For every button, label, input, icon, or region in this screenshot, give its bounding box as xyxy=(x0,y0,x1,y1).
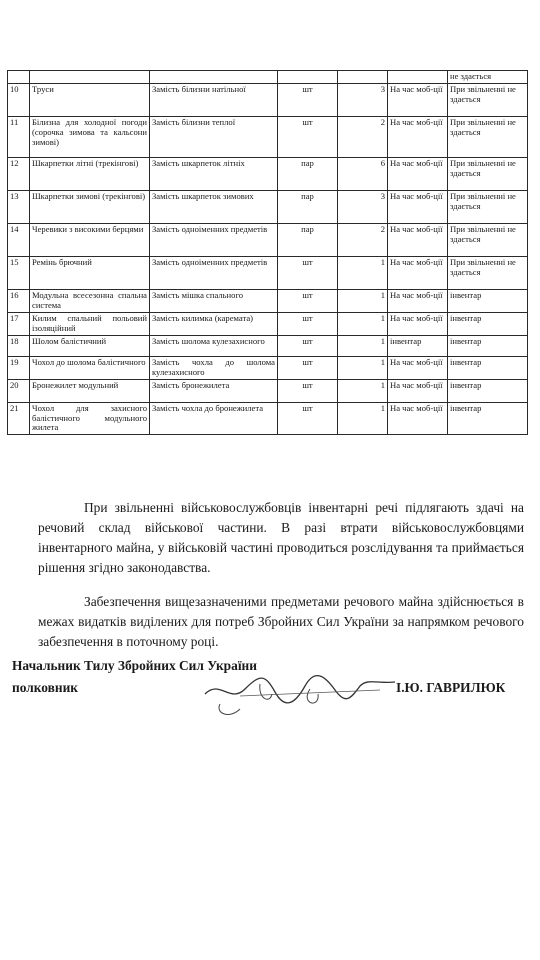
table-row xyxy=(8,402,528,435)
cell-note: При звільненні не здається xyxy=(448,157,528,190)
cell-term: На час моб-ції xyxy=(388,379,448,402)
table-row xyxy=(8,223,528,256)
cell-quantity: 1 xyxy=(338,335,388,356)
cell-number: 20 xyxy=(8,379,30,402)
table-row-continuation xyxy=(8,71,528,84)
cell-replacement: Замість білизни теплої xyxy=(150,116,278,157)
cell-note: інвентар xyxy=(448,379,528,402)
cell-replacement: Замість білизни натільної xyxy=(150,83,278,116)
cell-term: На час моб-ції xyxy=(388,190,448,223)
cell-item-name: Чохол для захисного балістичного модульного жилета xyxy=(30,402,150,435)
cell-unit: шт xyxy=(278,83,338,116)
table-row xyxy=(8,289,528,312)
cell-unit: шт xyxy=(278,379,338,402)
cell-unit: шт xyxy=(278,256,338,289)
cell-number: 15 xyxy=(8,256,30,289)
cell-item-name: Килим спальний польовий ізоляційний xyxy=(30,312,150,335)
cell-note: інвентар xyxy=(448,335,528,356)
cell-number: 18 xyxy=(8,335,30,356)
cell-term: інвентар xyxy=(388,335,448,356)
cell-item-name: Бронежилет модульний xyxy=(30,379,150,402)
cell-item-name: Білизна для холодної погоди (сорочка зимова та кальсони зимові) xyxy=(30,116,150,157)
cell-term: На час моб-ції xyxy=(388,223,448,256)
cell-item-name: Шкарпетки зимові (трекінгові) xyxy=(30,190,150,223)
cell-note: інвентар xyxy=(448,289,528,312)
table-row xyxy=(8,256,528,289)
cell-unit: шт xyxy=(278,335,338,356)
cell-replacement: Замість килимка (каремата) xyxy=(150,312,278,335)
cell-quantity: 3 xyxy=(338,83,388,116)
cell-number: 11 xyxy=(8,116,30,157)
cell-replacement: Замість шолома кулезахисного xyxy=(150,335,278,356)
cell-quantity: 1 xyxy=(338,402,388,435)
table-row xyxy=(8,335,528,356)
cell-unit: шт xyxy=(278,116,338,157)
cell-unit: пар xyxy=(278,157,338,190)
cell-note: При звільненні не здається xyxy=(448,83,528,116)
cell-term: На час моб-ції xyxy=(388,256,448,289)
cell-quantity: 1 xyxy=(338,289,388,312)
cell-number: 12 xyxy=(8,157,30,190)
signatory-name: І.Ю. ГАВРИЛЮК xyxy=(396,680,506,695)
table-row xyxy=(8,116,528,157)
cell-replacement: Замість шкарпеток літніх xyxy=(150,157,278,190)
cell-number: 16 xyxy=(8,289,30,312)
cell-unit: пар xyxy=(278,223,338,256)
cell-term: На час моб-ції xyxy=(388,83,448,116)
table-row xyxy=(8,312,528,335)
cell-quantity: 2 xyxy=(338,223,388,256)
cell-replacement: Замість чохла до бронежилета xyxy=(150,402,278,435)
clothing-items-table xyxy=(7,70,528,435)
cell-note: При звільненні не здається xyxy=(448,223,528,256)
cell-replacement: Замість бронежилета xyxy=(150,379,278,402)
cell-note: інвентар xyxy=(448,312,528,335)
cell-term: На час моб-ції xyxy=(388,312,448,335)
cell-quantity: 1 xyxy=(338,256,388,289)
cell-item-name: Шкарпетки літні (трекінгові) xyxy=(30,157,150,190)
signatory-title: Начальник Тилу Збройних Сил України xyxy=(12,658,257,673)
cell-replacement: Замість мішка спального xyxy=(150,289,278,312)
cell-unit: шт xyxy=(278,402,338,435)
table-body xyxy=(8,71,528,435)
cell-item-name: Труси xyxy=(30,83,150,116)
cell-number: 13 xyxy=(8,190,30,223)
cell-quantity: 1 xyxy=(338,312,388,335)
table-row xyxy=(8,83,528,116)
cell-replacement: Замість одноіменних предметів xyxy=(150,256,278,289)
cell-item-name: Черевики з високими берцями xyxy=(30,223,150,256)
cell-term: На час моб-ції xyxy=(388,289,448,312)
cell-item-name: Модульна всесезонна спальна система xyxy=(30,289,150,312)
cell-replacement: Замість одноіменних предметів xyxy=(150,223,278,256)
paragraph-text: При звільненні військовослужбовців інвентарні речі підлягають здачі на речовий склад військової частини. В разі втрати військовослужбовцями інвентарного майна, у військовій частині проводиться розслідування та приймається рішення згідно законодавства. xyxy=(38,500,524,575)
cell-term: На час моб-ції xyxy=(388,402,448,435)
cell-item-name: Шолом балістичний xyxy=(30,335,150,356)
table-row xyxy=(8,356,528,379)
cell-replacement: Замість шкарпеток зимових xyxy=(150,190,278,223)
table-row xyxy=(8,190,528,223)
cell-quantity: 1 xyxy=(338,379,388,402)
cell-quantity: 6 xyxy=(338,157,388,190)
cell-note: При звільненні не здається xyxy=(448,116,528,157)
cell-term: На час моб-ції xyxy=(388,356,448,379)
cell-note: При звільненні не здається xyxy=(448,256,528,289)
cell-number: 14 xyxy=(8,223,30,256)
paragraph-text: Забезпечення вищезазначеними предметами речового майна здійснюється в межах видатків виділених для потреб Збройних Сил України за напрямком речового забезпечення в поточному році. xyxy=(38,594,524,649)
cell-unit: шт xyxy=(278,289,338,312)
cell-item-name: Ремінь брючний xyxy=(30,256,150,289)
cell-note: не здається xyxy=(448,71,528,84)
cell-number: 17 xyxy=(8,312,30,335)
cell-replacement: Замість чохла до шолома кулезахисного xyxy=(150,356,278,379)
paragraph-funding xyxy=(38,592,524,652)
cell-unit: пар xyxy=(278,190,338,223)
cell-number: 19 xyxy=(8,356,30,379)
cell-number: 10 xyxy=(8,83,30,116)
cell-quantity: 3 xyxy=(338,190,388,223)
cell-quantity: 1 xyxy=(338,356,388,379)
cell-term: На час моб-ції xyxy=(388,116,448,157)
cell-unit: шт xyxy=(278,312,338,335)
cell-term: На час моб-ції xyxy=(388,157,448,190)
cell-item-name: Чохол до шолома балістичного xyxy=(30,356,150,379)
cell-note: інвентар xyxy=(448,402,528,435)
handwritten-signature xyxy=(200,664,400,724)
signatory-rank: полковник xyxy=(12,680,79,695)
table-row xyxy=(8,379,528,402)
table-row xyxy=(8,157,528,190)
cell-note: При звільненні не здається xyxy=(448,190,528,223)
cell-unit: шт xyxy=(278,356,338,379)
paragraph-inventory-return xyxy=(38,498,524,578)
cell-note: інвентар xyxy=(448,356,528,379)
cell-number: 21 xyxy=(8,402,30,435)
cell-quantity: 2 xyxy=(338,116,388,157)
